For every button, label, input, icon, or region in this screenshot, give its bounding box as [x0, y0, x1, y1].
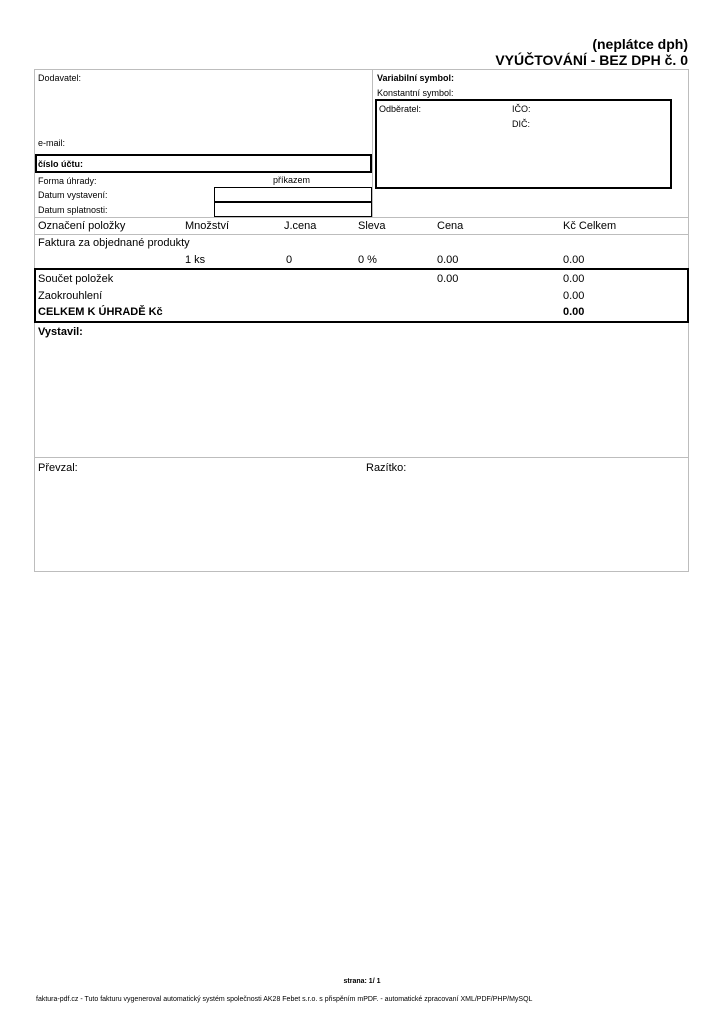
header-non-vat-payer: (neplátce dph)	[592, 36, 688, 52]
issue-date-label: Datum vystavení:	[38, 190, 108, 200]
col-header-item: Označení položky	[38, 220, 126, 232]
variable-symbol-label: Variabilní symbol:	[377, 73, 455, 83]
footer-note: faktura-pdf.cz - Tuto fakturu vygeneroval automatický systém společnosti AK28 Febet s.r.o. s přispěním mPDF. - automatické zpracovaní XML/PDF/PHP/MySQL	[36, 996, 533, 1003]
item-discount: 0 %	[358, 254, 377, 266]
payment-form-label: Forma úhrady:	[38, 176, 97, 186]
divider-vertical	[372, 69, 373, 217]
payment-form-value: příkazem	[273, 175, 311, 185]
customer-label: Odběratel:	[379, 104, 422, 114]
table-top-line	[34, 217, 689, 218]
rounding-value: 0.00	[563, 290, 585, 302]
signature-divider	[34, 457, 689, 458]
grand-total-value: 0.00	[563, 306, 585, 318]
item-total: 0.00	[563, 254, 585, 266]
issued-by-label: Vystavil:	[38, 326, 83, 338]
col-header-total: Kč Celkem	[563, 220, 617, 232]
rounding-label: Zaokrouhlení	[38, 290, 103, 302]
received-by-label: Převzal:	[38, 462, 78, 474]
email-label: e-mail:	[38, 138, 66, 148]
item-price: 0.00	[437, 254, 459, 266]
stamp-label: Razítko:	[366, 462, 407, 474]
col-header-quantity: Množství	[185, 220, 230, 232]
sum-label: Součet položek	[38, 273, 114, 285]
item-unit-price: 0	[286, 254, 293, 266]
account-box	[35, 154, 372, 173]
col-header-price: Cena	[437, 220, 464, 232]
ico-label: IČO:	[512, 104, 531, 114]
table-header-line	[34, 234, 689, 235]
constant-symbol-label: Konstantní symbol:	[377, 88, 454, 98]
due-date-label: Datum splatnosti:	[38, 205, 108, 215]
issue-date-field	[214, 187, 372, 202]
sum-total: 0.00	[563, 273, 585, 285]
items-section-title: Faktura za objednané produkty	[38, 237, 190, 249]
account-label: číslo účtu:	[38, 159, 84, 169]
col-header-discount: Sleva	[358, 220, 386, 232]
col-header-unit-price: J.cena	[284, 220, 317, 232]
supplier-label: Dodavatel:	[38, 73, 82, 83]
page-number: strana: 1/ 1	[343, 978, 381, 985]
item-quantity: 1 ks	[185, 254, 206, 266]
due-date-field	[214, 202, 372, 217]
dic-label: DIČ:	[512, 119, 530, 129]
grand-total-label: CELKEM K ÚHRADĚ Kč	[38, 306, 163, 318]
sum-price: 0.00	[437, 273, 459, 285]
invoice-title: VYÚČTOVÁNÍ - BEZ DPH č. 0	[495, 52, 688, 68]
